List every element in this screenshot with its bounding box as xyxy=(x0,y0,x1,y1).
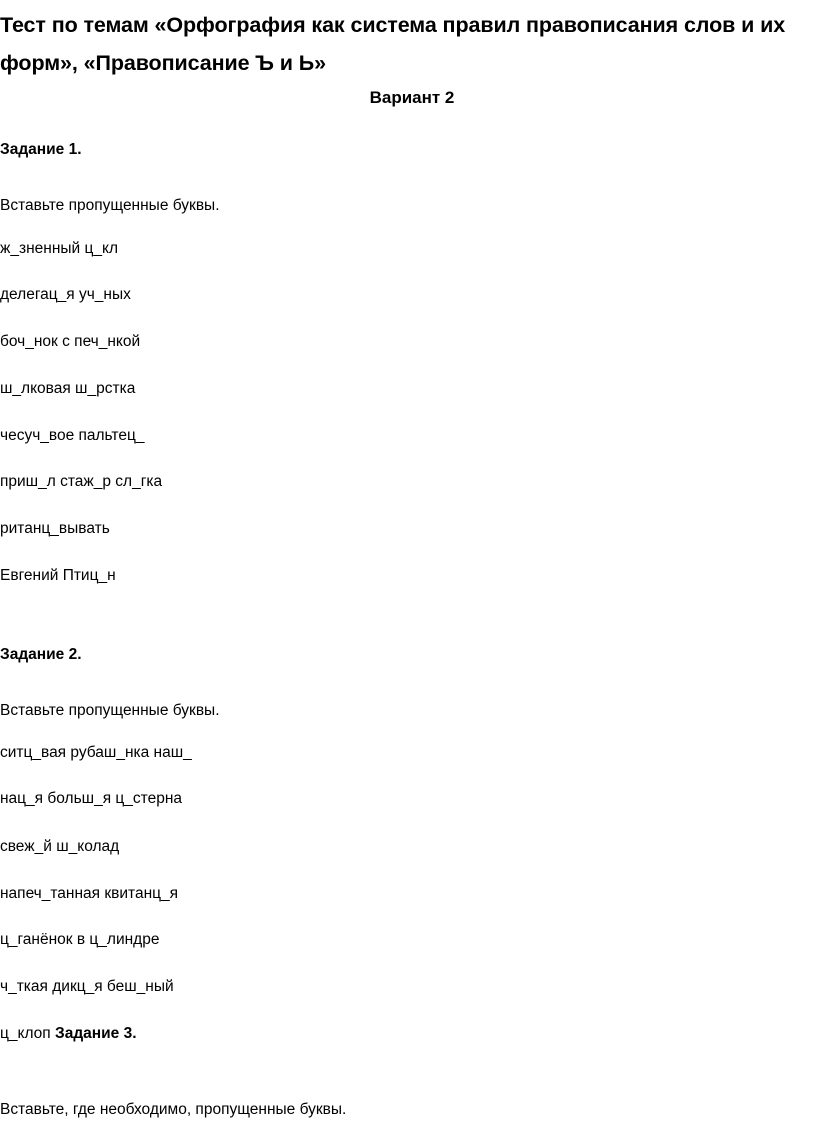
task1-instruction: Вставьте пропущенные буквы. xyxy=(0,197,220,214)
task2-item: ц_ганёнок в ц_линдре xyxy=(0,931,160,948)
task1-item: приш_л стаж_р сл_гка xyxy=(0,473,163,490)
task2-item: напеч_танная квитанц_я xyxy=(0,885,179,902)
variant-heading: Вариант 2 xyxy=(369,88,455,107)
task1-item: Евгений Птиц_н xyxy=(0,567,116,584)
task1-item: боч_нок с печ_нкой xyxy=(0,333,141,350)
task1-item: ж_зненный ц_кл xyxy=(0,240,118,257)
task2-last-line xyxy=(0,1025,137,1043)
task2-instruction: Вставьте пропущенные буквы. xyxy=(0,702,220,719)
task2-item: нац_я больш_я ц_стерна xyxy=(0,790,183,807)
task3-heading: Задание 3. xyxy=(55,1025,137,1042)
task1-item: ш_лковая ш_рстка xyxy=(0,380,136,397)
task2-heading: Задание 2. xyxy=(0,646,82,663)
task3-instruction: Вставьте, где необходимо, пропущенные буквы. xyxy=(0,1101,347,1118)
task1-heading: Задание 1. xyxy=(0,141,82,158)
task1-item: делегац_я уч_ных xyxy=(0,286,131,303)
document-title: Тест по темам «Орфография как система правил правописания слов и их форм», «Правописание Ъ и Ь» xyxy=(0,13,786,75)
task2-item: ц_клоп xyxy=(0,1025,51,1042)
task1-item: ританц_вывать xyxy=(0,520,110,537)
task1-item: чесуч_вое пальтец_ xyxy=(0,427,145,444)
task2-item: свеж_й ш_колад xyxy=(0,838,120,855)
task2-item: ч_ткая дикц_я беш_ный xyxy=(0,978,174,995)
task2-item: ситц_вая рубаш_нка наш_ xyxy=(0,744,192,761)
